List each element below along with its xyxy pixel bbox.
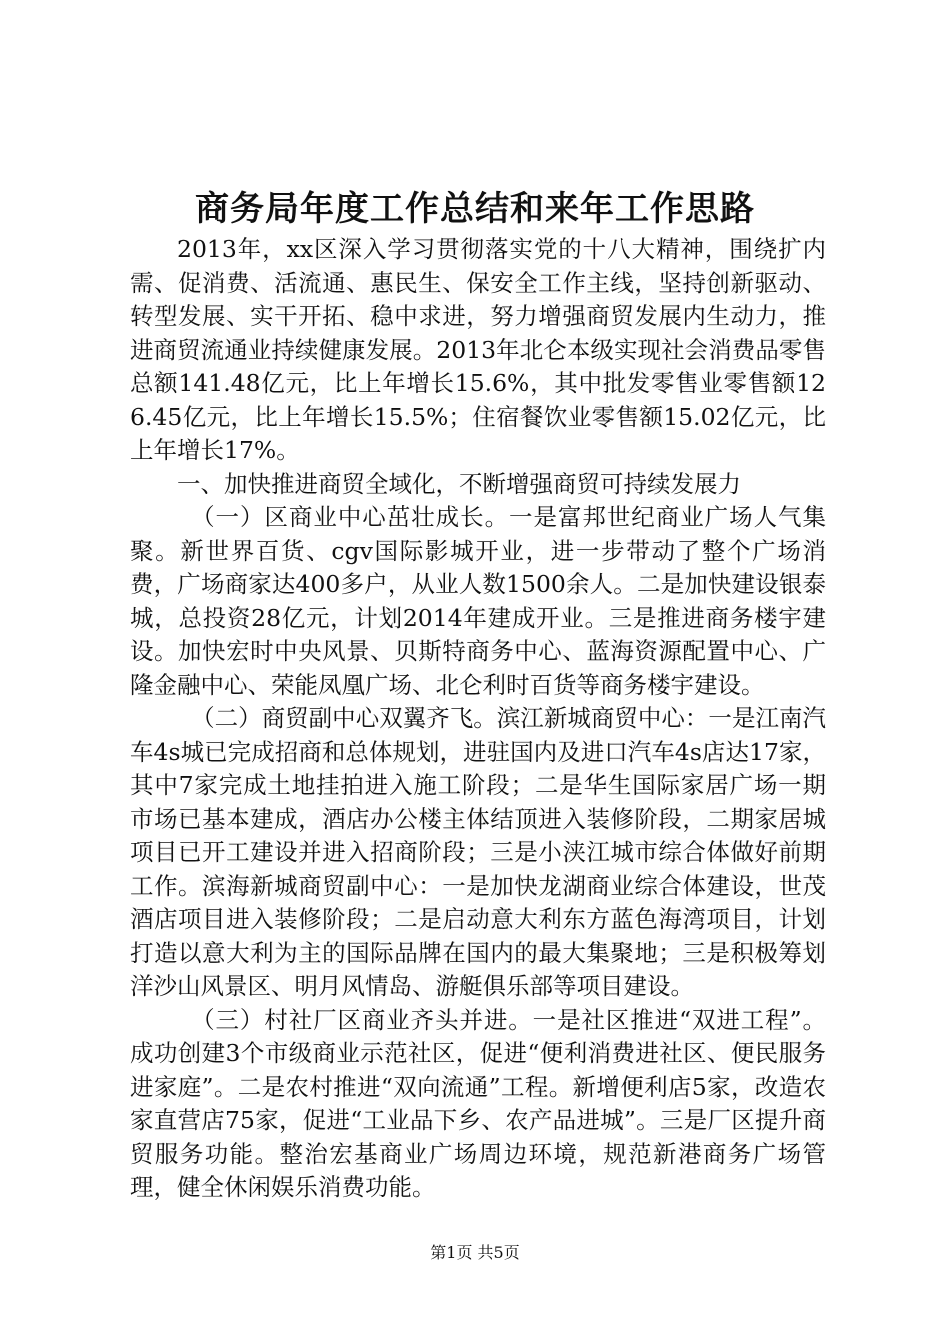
document-body [130, 233, 826, 1205]
page-number-footer: 第1页 共5页 [430, 1243, 520, 1262]
section-heading-1: 一、加快推进商贸全域化，不断增强商贸可持续发展力 [177, 469, 741, 498]
document-title: 商务局年度工作总结和来年工作思路 [195, 189, 755, 229]
paragraph-subsection-3: （三）村社厂区商业齐头并进。一是社区推进“双进工程”。成功创建3个市级商业示范社区，促进“便利消费进社区、便民服务进家庭”。二是农村推进“双向流通”工程。新增便利店5家，改造农家直营店75家，促进“工业品下乡、农产品进城”。三是厂区提升商贸服务功能。整治宏基商业广场周边环境，规范新港商务广场管理，健全休闲娱乐消费功能。 [130, 1005, 826, 1201]
paragraph-subsection-1: （一）区商业中心茁壮成长。一是富邦世纪商业广场人气集聚。新世界百货、cgv国际影城开业，进一步带动了整个广场消费，广场商家达400多户，从业人数1500余人。二是加快建设银泰城，总投资28亿元，计划2014年建成开业。三是推进商务楼宇建设。加快宏时中央风景、贝斯特商务中心、蓝海资源配置中心、广隆金融中心、荣能凤凰广场、北仑利时百货等商务楼宇建设。 [130, 503, 826, 699]
paragraph-intro: 2013年，xx区深入学习贯彻落实党的十八大精神，围绕扩内需、促消费、活流通、惠民生、保安全工作主线，坚持创新驱动、转型发展、实干开拓、稳中求进，努力增强商贸发展内生动力，推进商贸流通业持续健康发展。2013年北仑本级实现社会消费品零售总额141.48亿元，比上年增长15.6%，其中批发零售业零售额126.45亿元，比上年增长15.5%；住宿餐饮业零售额15.02亿元，比上年增长17%。 [130, 235, 826, 464]
paragraph-subsection-2: （二）商贸副中心双翼齐飞。滨江新城商贸中心：一是江南汽车4s城已完成招商和总体规划，进驻国内及进口汽车4s店达17家，其中7家完成土地挂拍进入施工阶段；二是华生国际家居广场一期市场已基本建成，酒店办公楼主体结顶进入装修阶段，二期家居城项目已开工建设并进入招商阶段；三是小浃江城市综合体做好前期工作。滨海新城商贸副中心：一是加快龙湖商业综合体建设，世茂酒店项目进入装修阶段；二是启动意大利东方蓝色海湾项目，计划打造以意大利为主的国际品牌在国内的最大集聚地；三是积极筹划洋沙山风景区、明月风情岛、游艇俱乐部等项目建设。 [130, 704, 826, 1000]
